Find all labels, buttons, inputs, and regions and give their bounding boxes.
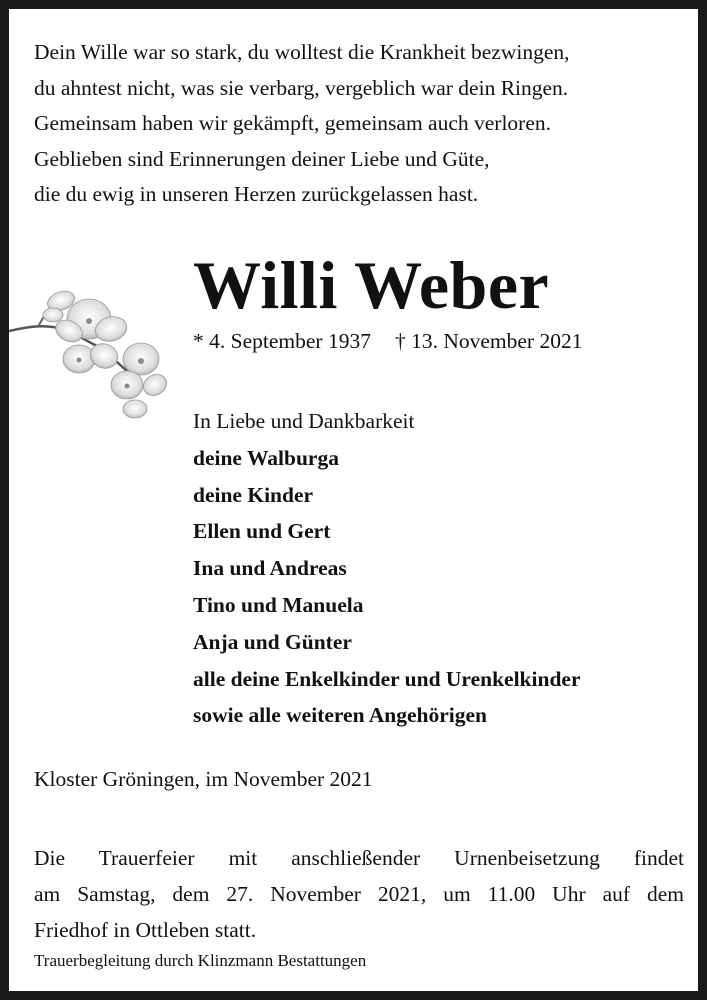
poem-line: Gemeinsam haben wir gekämpft, gemeinsam auch verloren. bbox=[34, 111, 552, 135]
funeral-service-notice bbox=[34, 840, 684, 948]
orchid-branch-icon bbox=[9, 281, 179, 431]
service-line: am Samstag, dem 27. November 2021, um 11.00 Uhr auf dem bbox=[34, 882, 684, 906]
service-line: Friedhof in Ottleben statt. bbox=[34, 918, 257, 942]
memorial-poem bbox=[34, 35, 694, 213]
mourner-entry: Ellen und Gert bbox=[193, 519, 331, 544]
mourners-list bbox=[193, 403, 580, 734]
poem-line: du ahntest nicht, was sie verbarg, vergeblich war dein Ringen. bbox=[34, 75, 569, 100]
mourner-entry: deine Walburga bbox=[193, 445, 339, 470]
mourners-intro: In Liebe und Dankbarkeit bbox=[193, 409, 415, 433]
mourner-entry: Anja und Günter bbox=[193, 629, 352, 654]
mourner-entry: sowie alle weiteren Angehörigen bbox=[193, 703, 487, 728]
poem-line: Geblieben sind Erinnerungen deiner Liebe und Güte, bbox=[34, 146, 490, 171]
undertaker-credit: Trauerbegleitung durch Klinzmann Bestattungen bbox=[34, 951, 367, 970]
service-line: Die Trauerfeier mit anschließender Urnenbeisetzung findet bbox=[34, 846, 684, 870]
poem-line: die du ewig in unseren Herzen zurückgelassen hast. bbox=[34, 182, 479, 206]
life-dates bbox=[193, 329, 582, 354]
birth-date: * 4. September 1937 bbox=[193, 329, 371, 353]
place-and-date: Kloster Gröningen, im November 2021 bbox=[34, 767, 373, 791]
mourner-entry: alle deine Enkelkinder und Urenkelkinder bbox=[193, 666, 581, 691]
deceased-name: Willi Weber bbox=[193, 247, 550, 323]
poem-line: Dein Wille war so stark, du wolltest die Krankheit bezwingen, bbox=[34, 40, 570, 64]
mourner-entry: Tino und Manuela bbox=[193, 592, 364, 617]
mourner-entry: deine Kinder bbox=[193, 482, 314, 507]
death-date: † 13. November 2021 bbox=[394, 329, 583, 353]
mourner-entry: Ina und Andreas bbox=[193, 556, 347, 581]
